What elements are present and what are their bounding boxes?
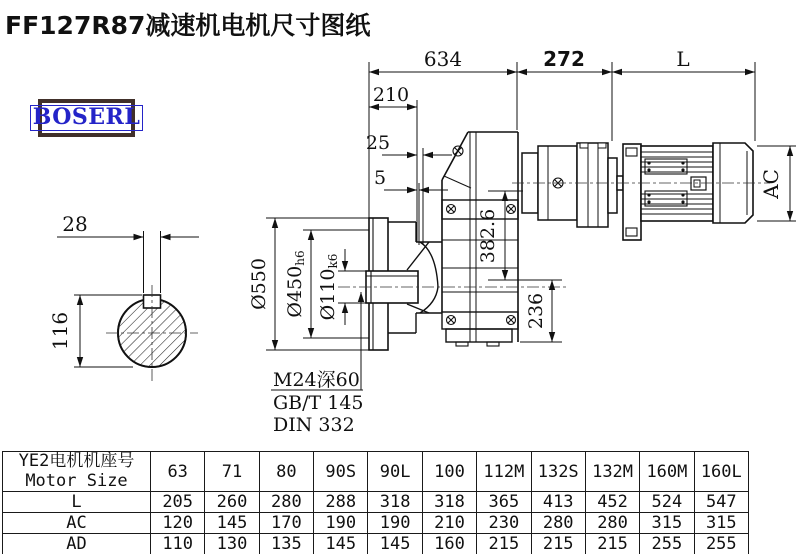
row-label: AD	[3, 534, 151, 554]
dimension-value-cell: 255	[640, 534, 694, 554]
bolt-icon	[507, 316, 516, 325]
motor-size-column-header: 132S	[531, 452, 585, 492]
dimension-value-cell: 135	[259, 534, 313, 554]
din-standard-label: DIN 332	[273, 414, 355, 436]
motor	[623, 143, 753, 240]
dimension-value-cell: 315	[640, 513, 694, 534]
dimension-value-cell: 230	[477, 513, 531, 534]
input-coupling	[522, 143, 623, 227]
dimension-value-cell: 170	[259, 513, 313, 534]
dimension-28	[57, 231, 199, 293]
dimension-value-cell: 452	[585, 492, 639, 513]
dim-450-label: Ø450h6	[284, 250, 307, 318]
motor-size-column-header: 90S	[314, 452, 368, 492]
dimension-value-cell: 547	[694, 492, 748, 513]
dimension-value-cell: 280	[531, 513, 585, 534]
dimension-row-AC	[3, 513, 749, 534]
dim-634-label: 634	[423, 47, 463, 71]
motor-size-column-header: 132M	[585, 452, 639, 492]
motor-size-column-header: 112M	[477, 452, 531, 492]
dim-272-label: 272	[543, 47, 585, 71]
motor-flange	[623, 144, 641, 240]
motor-size-column-header: 90L	[368, 452, 422, 492]
gb-standard-label: GB/T 145	[273, 392, 364, 414]
dimension-value-cell: 210	[422, 513, 476, 534]
dim-5-label: 5	[373, 167, 387, 189]
row-label: AC	[3, 513, 151, 534]
tap-note-label: M24深60	[273, 369, 360, 391]
motor-size-column-header: 63	[151, 452, 205, 492]
dim-550-label: Ø550	[248, 258, 270, 310]
motor-size-column-header: 100	[422, 452, 476, 492]
motor-size-header-cn: YE2电机机座号	[18, 451, 135, 471]
motor-size-column-header: 160L	[694, 452, 748, 492]
dimension-value-cell: 160	[422, 534, 476, 554]
bolt-icon	[507, 205, 516, 214]
dimension-value-cell: 145	[368, 534, 422, 554]
dim-25-label: 25	[365, 132, 391, 154]
page-title: FF127R87减速机电机尺寸图纸	[5, 11, 371, 40]
dimension-value-cell: 110	[151, 534, 205, 554]
bolt-icon	[453, 146, 463, 156]
dimension-value-cell: 145	[314, 534, 368, 554]
dim-382-label: 382.6	[477, 208, 499, 264]
dimension-value-cell: 280	[259, 492, 313, 513]
dimension-value-cell: 120	[151, 513, 205, 534]
dim-210-label: 210	[372, 84, 410, 106]
row-label: L	[3, 492, 151, 513]
motor-table-body	[3, 492, 749, 554]
dim-110-label: Ø110k6	[317, 253, 340, 321]
dimension-value-cell: 280	[585, 513, 639, 534]
dimension-value-cell: 215	[477, 534, 531, 554]
bolt-icon	[447, 205, 456, 214]
dim-28-label: 28	[62, 212, 88, 236]
dimension-row-AD	[3, 534, 749, 554]
dimension-value-cell: 260	[205, 492, 259, 513]
motor-size-table	[2, 451, 749, 554]
dimension-value-cell: 190	[368, 513, 422, 534]
motor-size-column-header: 160M	[640, 452, 694, 492]
motor-size-column-header: 71	[205, 452, 259, 492]
dimension-value-cell: 365	[477, 492, 531, 513]
brand-logo-text: BOSERL	[30, 105, 144, 130]
dim-116-label: 116	[48, 311, 72, 351]
dimension-value-cell: 215	[531, 534, 585, 554]
dimension-value-cell: 318	[422, 492, 476, 513]
dimension-value-cell: 215	[585, 534, 639, 554]
dimension-row-L	[3, 492, 749, 513]
bolt-icon	[447, 316, 456, 325]
motor-size-header-cell	[3, 452, 151, 492]
motor-size-column-header: 80	[259, 452, 313, 492]
brand-logo	[32, 99, 141, 137]
dimension-value-cell: 145	[205, 513, 259, 534]
dimension-value-cell: 205	[151, 492, 205, 513]
dim-AC-label: AC	[759, 169, 783, 199]
motor-size-header-row	[3, 452, 749, 492]
dimension-value-cell: 524	[640, 492, 694, 513]
dimension-value-cell: 318	[368, 492, 422, 513]
dim-236-label: 236	[525, 292, 547, 330]
dim-L-label: L	[676, 47, 690, 71]
dimension-value-cell: 413	[531, 492, 585, 513]
dimension-value-cell: 255	[694, 534, 748, 554]
motor-size-header-en: Motor Size	[25, 470, 128, 491]
dimension-value-cell: 315	[694, 513, 748, 534]
dimension-value-cell: 190	[314, 513, 368, 534]
dimension-value-cell: 130	[205, 534, 259, 554]
dimension-value-cell: 288	[314, 492, 368, 513]
